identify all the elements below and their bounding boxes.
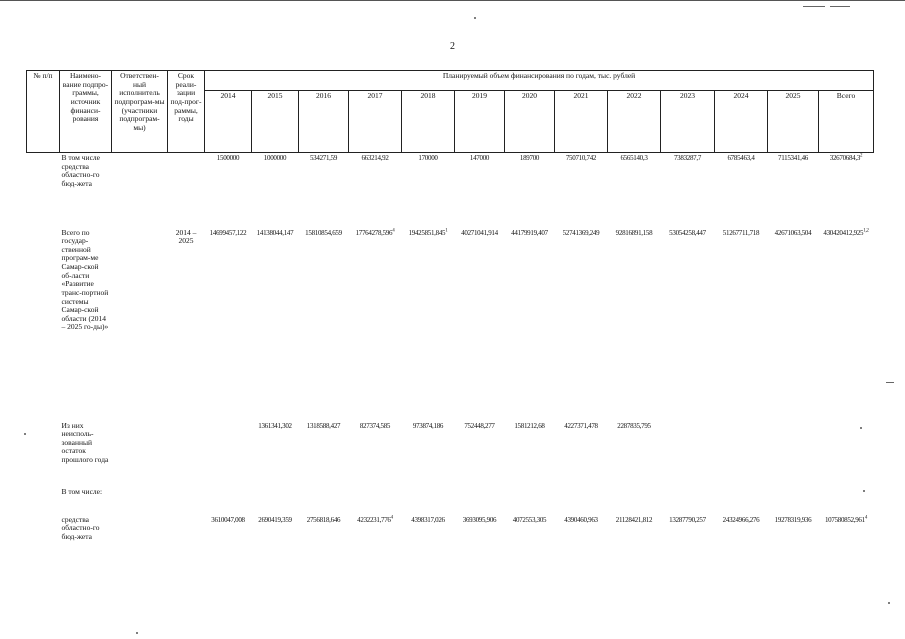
- cell-value: 170000: [418, 154, 438, 162]
- cell-value: 2287835,795: [617, 421, 651, 430]
- cell-value: 4398317,026: [411, 515, 445, 524]
- cell-value: 92816891,158: [615, 228, 653, 237]
- cell-value: 42671063,504: [774, 228, 812, 237]
- cell-value: 4232231,776$^4$: [357, 515, 393, 524]
- header-num: № п/п: [27, 71, 60, 153]
- scan-speck: [803, 6, 825, 7]
- header-year: 2024: [715, 91, 768, 153]
- cell-value: 4227371,478: [564, 421, 598, 430]
- header-year: 2017: [349, 91, 402, 153]
- header-year: 2021: [555, 91, 608, 153]
- row-name: Всего по государ-ственной програм-ме Самар-ской об-ласти «Развитие транс-портной системы Самар-ской области (2014 – 2025 го-ды)»: [61, 227, 109, 332]
- cell-value: 189700: [519, 154, 540, 162]
- table-row: [27, 421, 874, 487]
- scan-speck: [830, 6, 850, 7]
- cell-value: 4072553,305: [512, 515, 547, 524]
- header-year: 2022: [608, 91, 661, 153]
- cell-value: 1318588,427: [306, 421, 341, 430]
- header-year: 2014: [205, 91, 252, 153]
- cell-value: 3693095,906: [462, 515, 497, 524]
- cell-value: 973874,186: [412, 421, 444, 430]
- table-row: [27, 228, 874, 421]
- row-name: В том числе средства областно-го бюд-жета: [61, 153, 100, 188]
- cell-value: 24324966,276: [722, 515, 760, 524]
- scan-speck: [888, 602, 890, 604]
- header-year: 2020: [505, 91, 555, 153]
- cell-total: [819, 421, 874, 487]
- cell-value: 44179919,407: [511, 228, 548, 237]
- table-row: [27, 487, 874, 515]
- scan-speck: [136, 632, 138, 634]
- cell-value: 13287790,257: [669, 515, 706, 524]
- cell-value: 147000: [469, 154, 490, 162]
- cell-value: 7115341,46: [778, 154, 808, 162]
- cell-value: 7383287,7: [673, 154, 702, 162]
- row-name: Из них неисполь-зованный остаток прошлого года: [61, 420, 109, 464]
- cell-value: 14138044,147: [256, 228, 294, 237]
- row-term: [168, 153, 205, 228]
- cell-value: 3610047,008: [211, 515, 245, 524]
- cell-value: 1000000: [263, 154, 287, 162]
- cell-value: 2756818,646: [306, 515, 341, 524]
- cell-value: 15810854,659: [305, 228, 342, 237]
- cell-value: 2690419,359: [258, 515, 292, 524]
- cell-total: 107580852,961$^4$: [824, 515, 868, 524]
- row-term: [168, 515, 205, 575]
- cell-value: 21128421,812: [615, 515, 653, 524]
- financing-table: [26, 70, 874, 575]
- table-row: [27, 153, 874, 228]
- scan-speck: [474, 17, 476, 19]
- cell-value: [715, 421, 768, 487]
- cell-value: 51267711,718: [722, 228, 760, 237]
- header-name: Наимено-вание подпро-граммы, источник финанси-рования: [60, 71, 112, 153]
- cell-value: 19425851,845$^1$: [408, 228, 448, 237]
- cell-value: 1581212,68: [514, 421, 545, 430]
- cell-value: 1500000: [216, 154, 240, 162]
- page-number: 2: [450, 41, 455, 52]
- cell-value: 6785463,4: [727, 154, 755, 162]
- cell-value: 19278319,936: [774, 515, 812, 524]
- cell-value: 750710,742: [565, 154, 597, 162]
- scan-speck: [863, 490, 865, 492]
- cell-total: 430420412,925$^{1,2}$: [823, 228, 869, 237]
- header-year: 2025: [768, 91, 819, 153]
- header-year: 2015: [252, 91, 299, 153]
- header-year: 2023: [661, 91, 715, 153]
- cell-total: 32670684,3$^2$: [829, 153, 863, 162]
- header-funding: Планируемый объем финансирования по годам, тыс. рублей: [205, 71, 874, 91]
- cell-value: 534271,59: [309, 154, 338, 162]
- cell-value: 52741369,249: [562, 228, 600, 237]
- header-term: Срок реали-зации под-прог-раммы, годы: [168, 71, 205, 153]
- scan-speck: [860, 427, 862, 429]
- cell-value: 53054258,447: [669, 228, 706, 237]
- row-term: [168, 421, 205, 487]
- cell-value: 663214,92: [361, 154, 389, 162]
- scan-speck: [886, 382, 894, 383]
- cell-value: [661, 421, 715, 487]
- row-term: 2014 – 2025: [175, 227, 197, 246]
- header-year: 2016: [299, 91, 349, 153]
- row-name: средства областно-го бюд-жета: [61, 514, 100, 541]
- cell-value: 40271041,914: [461, 228, 498, 237]
- table-row: [27, 515, 874, 575]
- cell-value: 752448,277: [464, 421, 495, 430]
- header-total: Всего: [819, 91, 874, 153]
- cell-value: 4390460,963: [564, 515, 598, 524]
- cell-value: 1361341,302: [258, 421, 292, 430]
- cell-value: 14699457,122: [209, 228, 247, 237]
- row-name: В том числе:: [61, 486, 103, 496]
- header-year: 2018: [402, 91, 455, 153]
- cell-value: 6565140,3: [620, 154, 648, 162]
- cell-value: [768, 421, 819, 487]
- header-year: 2019: [455, 91, 505, 153]
- scan-speck: [24, 433, 26, 435]
- cell-value: [205, 421, 252, 487]
- cell-value: 827374,585: [359, 421, 391, 430]
- header-executor: Ответствен-ный исполнитель подпрограм-мы (участники подпрограм-мы): [112, 71, 168, 153]
- cell-value: 17764278,596$^4$: [355, 228, 395, 237]
- page-top-edge: [0, 0, 905, 1]
